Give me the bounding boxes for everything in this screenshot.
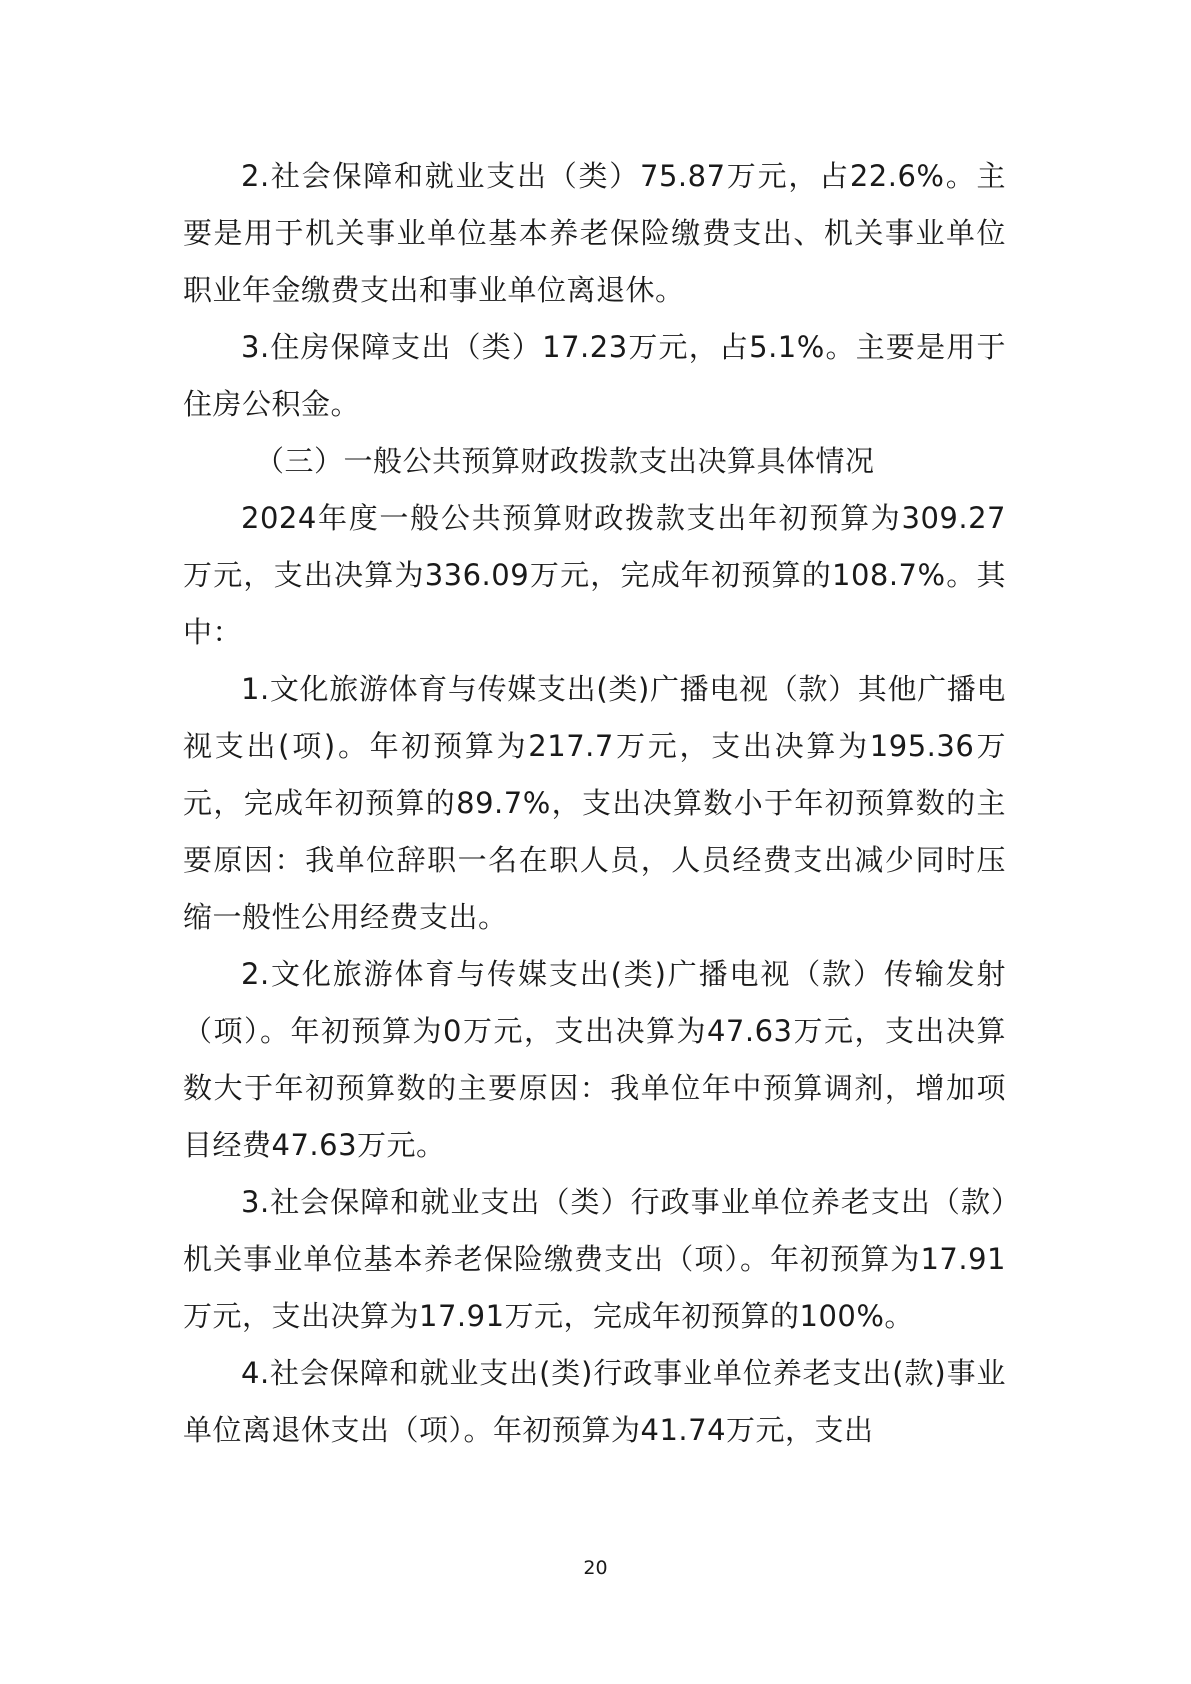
paragraph-item-1: 1.文化旅游体育与传媒支出(类)广播电视（款）其他广播电视支出(项)。年初预算为217.7万元，支出决算为195.36万元，完成年初预算的89.7%，支出决算数小于年初预算数的主要原因：我单位辞职一名在职人员，人员经费支出减少同时压缩一般性公用经费支出。 (183, 672, 1006, 934)
section-heading: （三）一般公共预算财政拨款支出决算具体情况 (255, 444, 875, 478)
paragraph-item-4: 4.社会保障和就业支出(类)行政事业单位养老支出(款)事业单位离退休支出（项）。年初预算为41.74万元，支出 (183, 1356, 1006, 1447)
page-number: 20 (583, 1557, 608, 1579)
paragraph-housing-summary: 3.住房保障支出（类）17.23万元，占5.1%。主要是用于住房公积金。 (183, 330, 1006, 421)
paragraph-social-security-summary: 2.社会保障和就业支出（类）75.87万元，占22.6%。主要是用于机关事业单位基本养老保险缴费支出、机关事业单位职业年金缴费支出和事业单位离退休。 (183, 159, 1006, 307)
paragraph-budget-overview: 2024年度一般公共预算财政拨款支出年初预算为309.27万元，支出决算为336.09万元，完成年初预算的108.7%。其中： (183, 501, 1006, 649)
body-text (183, 148, 1006, 1459)
paragraph-item-3: 3.社会保障和就业支出（类）行政事业单位养老支出（款）机关事业单位基本养老保险缴费支出（项）。年初预算为17.91万元，支出决算为17.91万元，完成年初预算的100%。 (183, 1185, 1006, 1333)
paragraph-item-2: 2.文化旅游体育与传媒支出(类)广播电视（款）传输发射（项）。年初预算为0万元，支出决算为47.63万元，支出决算数大于年初预算数的主要原因：我单位年中预算调剂，增加项目经费47.63万元。 (183, 957, 1006, 1162)
